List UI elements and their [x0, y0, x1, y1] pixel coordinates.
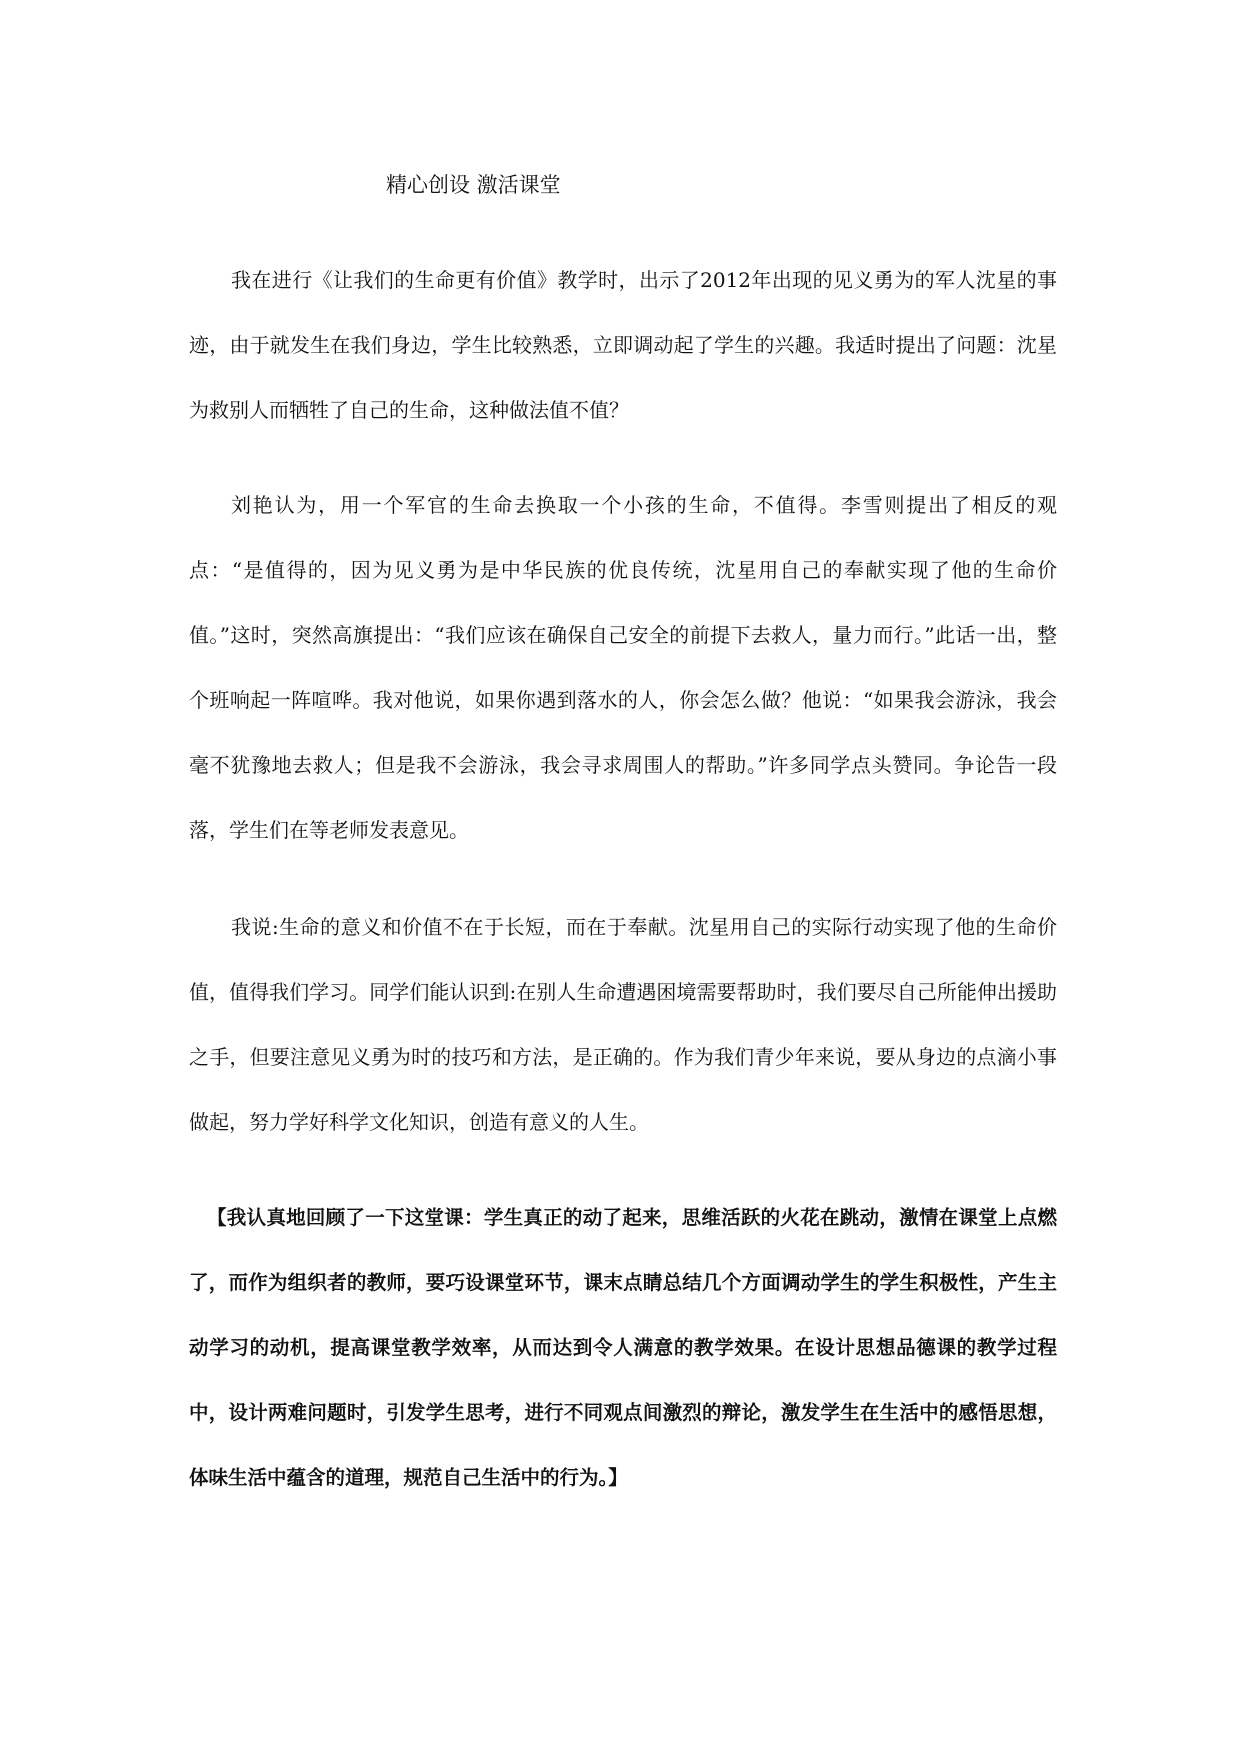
paragraph-reflection: 【我认真地回顾了一下这堂课：学生真正的动了起来，思维活跃的火花在跳动，激情在课堂上点燃了，而作为组织者的教师，要巧设课堂环节，课末点睛总结几个方面调动学生的学生积极性，产生主动学习的动机，提高课堂教学效率，从而达到令人满意的教学效果。在设计思想品德课的教学过程中，设计两难问题时，引发学生思考，进行不同观点间激烈的辩论，激发学生在生活中的感悟思想，体味生活中蕴含的道理，规范自己生活中的行为。】: [189, 1206, 1057, 1489]
document-title: 精心创设 激活课堂: [386, 173, 561, 197]
paragraph-teacher-summary: 我说:生命的意义和价值不在于长短，而在于奉献。沈星用自己的实际行动实现了他的生命价值，值得我们学习。同学们能认识到:在别人生命遭遇困境需要帮助时，我们要尽自己所能伸出援助之手，但要注意见义勇为时的技巧和方法，是正确的。作为我们青少年来说，要从身边的点滴小事做起，努力学好科学文化知识，创造有意义的人生。: [189, 915, 1057, 1134]
paragraph-lesson-intro: 我在进行《让我们的生命更有价值》教学时，出示了2012年出现的见义勇为的军人沈星的事迹，由于就发生在我们身边，学生比较熟悉，立即调动起了学生的兴趣。我适时提出了问题：沈星为救别人而牺牲了自己的生命，这种做法值不值？: [189, 268, 1057, 422]
paragraph-student-debate: 刘艳认为，用一个军官的生命去换取一个小孩的生命，不值得。李雪则提出了相反的观点：“是值得的，因为见义勇为是中华民族的优良传统，沈星用自己的奉献实现了他的生命价值。”这时，突然高旗提出：“我们应该在确保自己安全的前提下去救人，量力而行。”此话一出，整个班响起一阵喧哗。我对他说，如果你遇到落水的人，你会怎么做？他说：“如果我会游泳，我会毫不犹豫地去救人；但是我不会游泳，我会寻求周围人的帮助。”许多同学点头赞同。争论告一段落，学生们在等老师发表意见。: [189, 493, 1057, 842]
